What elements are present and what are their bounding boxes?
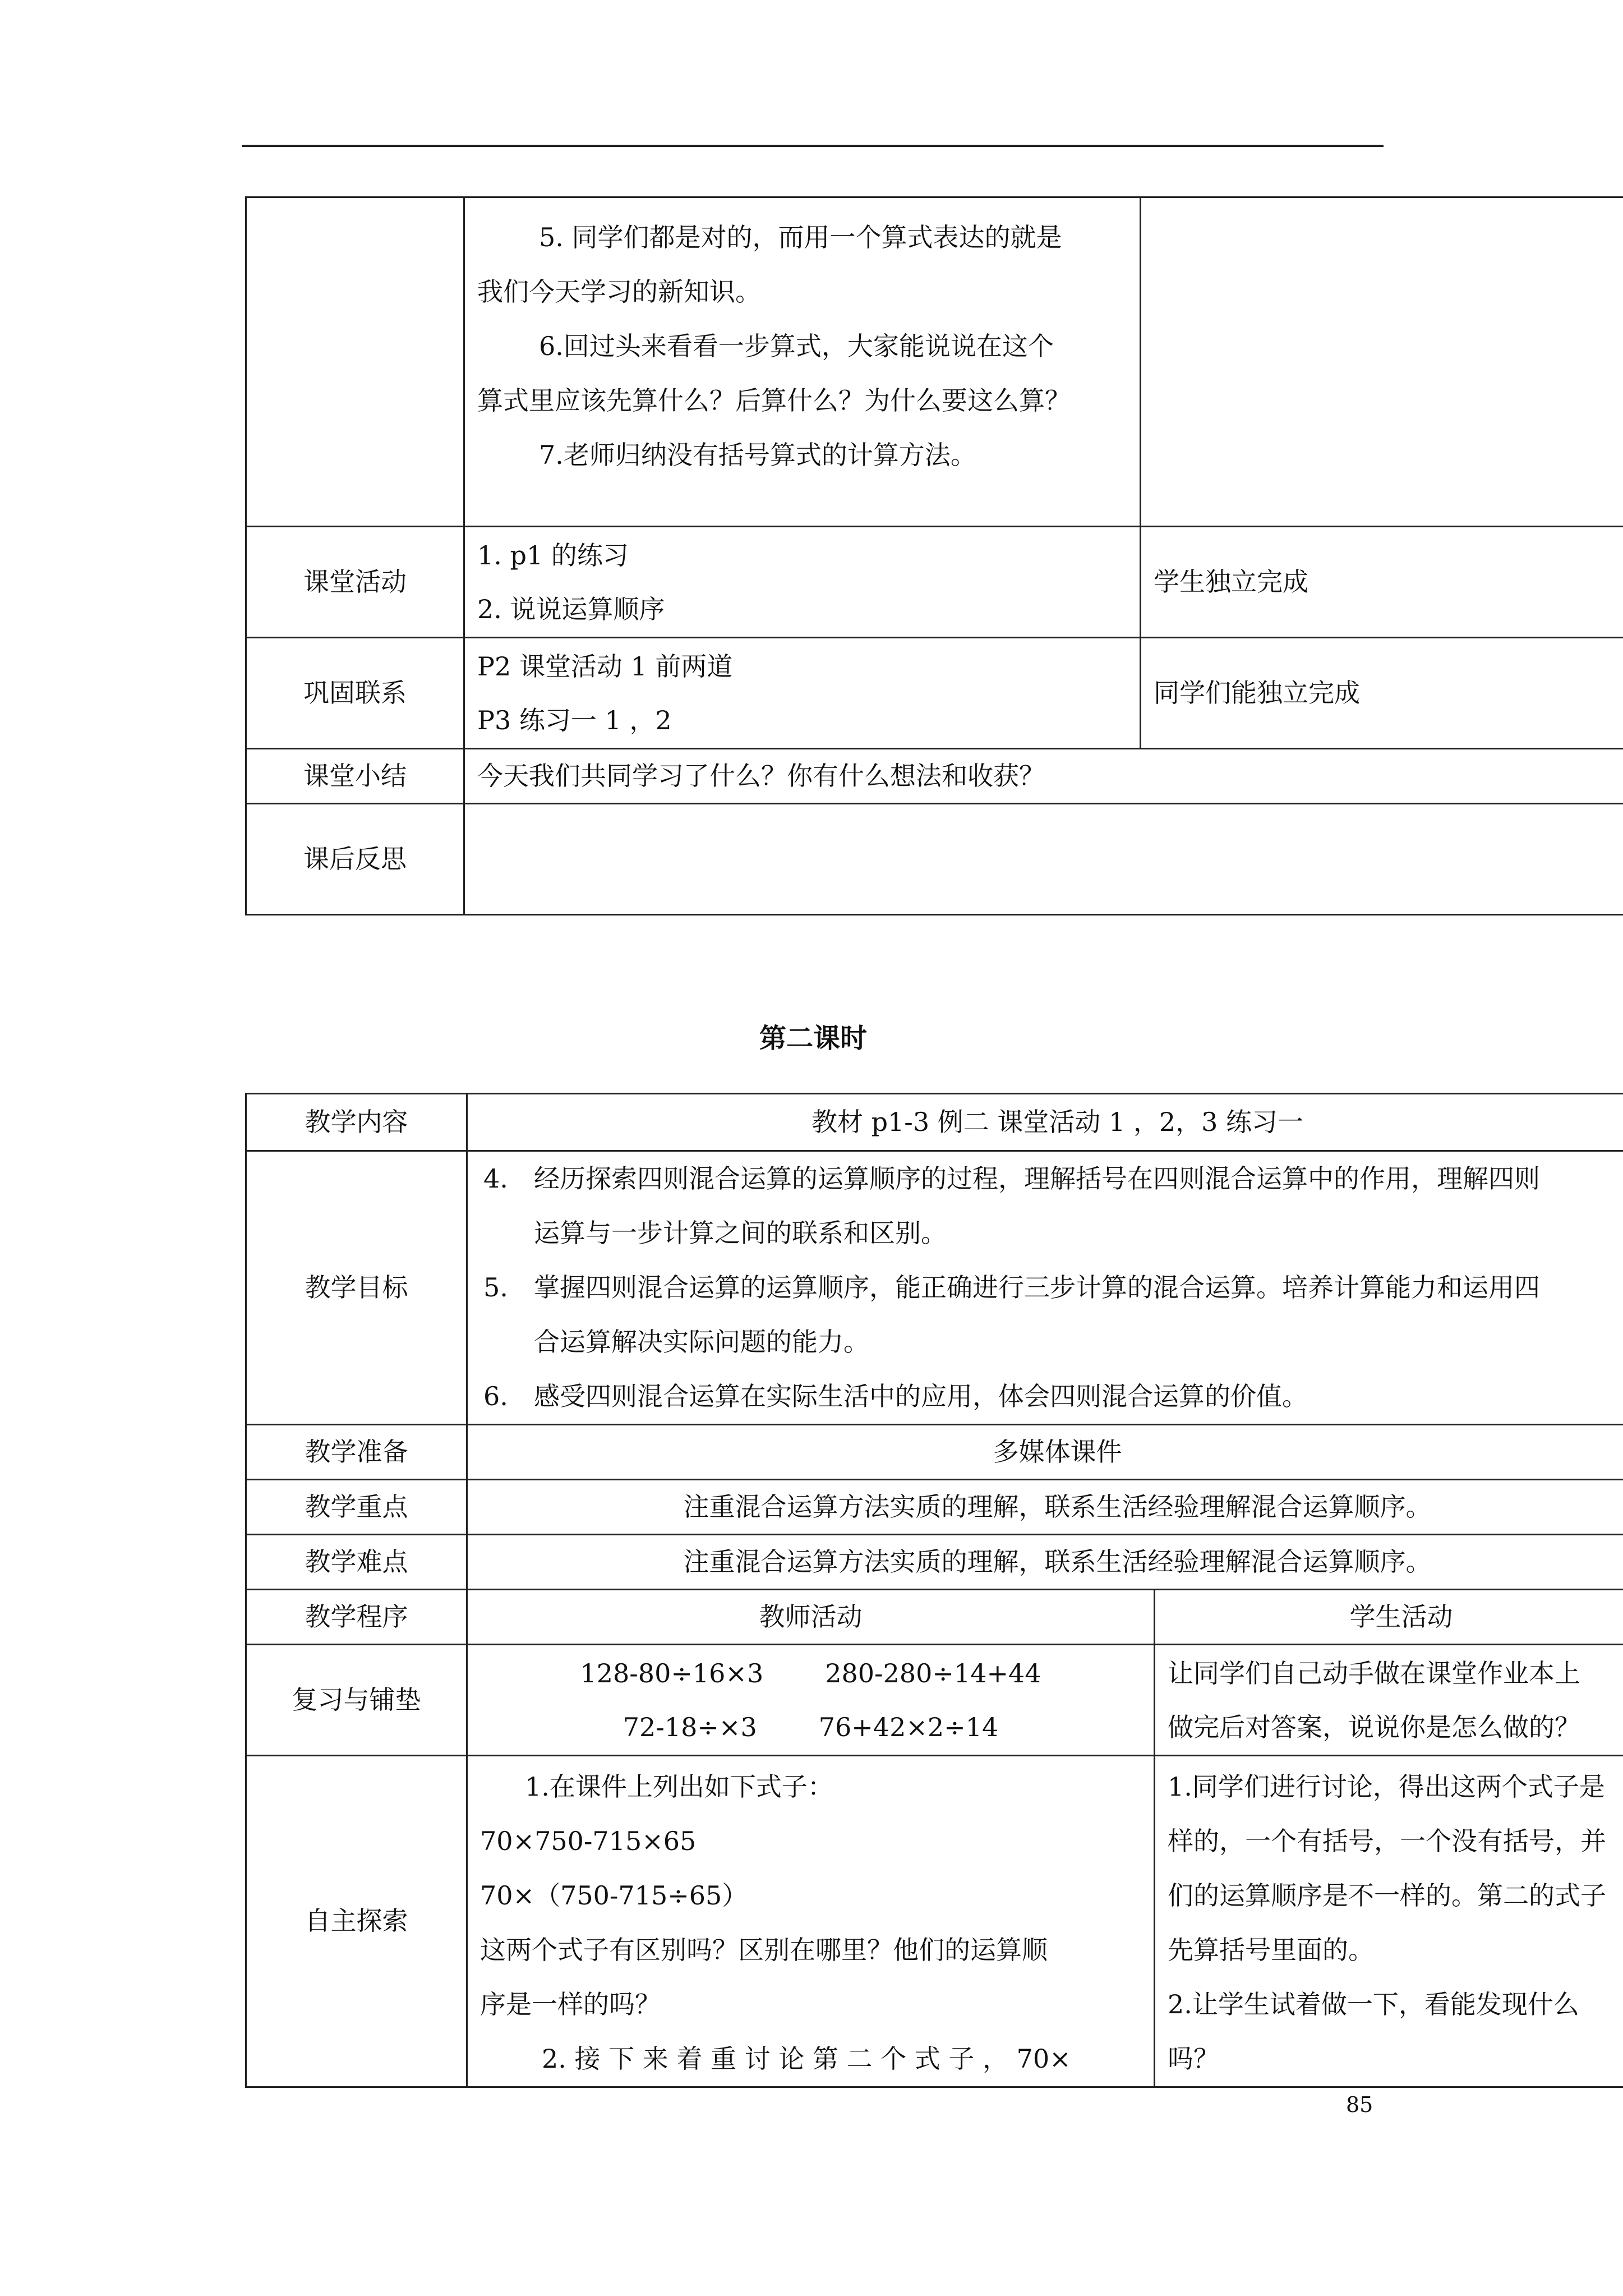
- text-line: 运算与一步计算之间的联系和区别。: [534, 1218, 947, 1248]
- table-row: [246, 1151, 1623, 1425]
- goal-item: [483, 1369, 1623, 1424]
- text-line: 2.让学生试着做一下，看能发现什么: [1168, 1989, 1579, 2019]
- text-line: 们的运算顺序是不一样的。第二的式子: [1168, 1880, 1606, 1911]
- table-row: [246, 1535, 1623, 1590]
- key-point-cell: 注重混合运算方法实质的理解，联系生活经验理解混合运算顺序。: [467, 1480, 1623, 1535]
- text-line: 感受四则混合运算在实际生活中的应用，体会四则混合运算的价值。: [534, 1381, 1308, 1411]
- text-line: P2 课堂活动 1 前两道: [477, 651, 733, 682]
- text-line: 我们今天学习的新知识。: [477, 277, 761, 307]
- explore-teacher-cell: [467, 1756, 1155, 2087]
- text-line: 这两个式子有区别吗？区别在哪里？他们的运算顺: [480, 1935, 1048, 1965]
- table-row: [246, 1756, 1623, 2087]
- text-line: 样的，一个有括号，一个没有括号，并: [1168, 1826, 1606, 1856]
- table-row: [246, 638, 1623, 749]
- formula-line: [480, 1700, 1141, 1754]
- row-label: 课堂小结: [246, 749, 464, 804]
- goal-text: [534, 1369, 1623, 1424]
- difficulty-cell: 注重混合运算方法实质的理解，联系生活经验理解混合运算顺序。: [467, 1535, 1623, 1590]
- text-line: 2. 说说运算顺序: [477, 593, 665, 624]
- text-line: 1.在课件上列出如下式子：: [525, 1772, 833, 1802]
- content-cell: 教材 p1-3 例二 课堂活动 1 ，2，3 练习一: [467, 1094, 1623, 1151]
- row-label: 教学内容: [246, 1094, 467, 1151]
- table-row: [246, 197, 1623, 527]
- goal-item: [483, 1260, 1623, 1369]
- goal-text: [534, 1152, 1623, 1260]
- table-row: [246, 1425, 1623, 1480]
- table-row: [246, 1094, 1623, 1151]
- goal-text: [534, 1260, 1623, 1369]
- goal-item: [483, 1152, 1623, 1260]
- row-label: 教学准备: [246, 1425, 467, 1480]
- table-row: [246, 749, 1623, 804]
- section-title: 第二课时: [759, 1023, 867, 1054]
- text-line: 6.回过头来看看一步算式，大家能说说在这个: [539, 331, 1054, 361]
- header-rule: [242, 145, 1384, 147]
- student-activity-cell: [1141, 197, 1623, 527]
- lesson2-table: [245, 1093, 1623, 2088]
- table-row: [246, 1645, 1623, 1756]
- text-line: 70×（750-715÷65）: [480, 1880, 748, 1911]
- text-line: 做完后对答案，说说你是怎么做的？: [1168, 1711, 1580, 1742]
- row-label: 复习与铺垫: [246, 1645, 467, 1756]
- review-teacher-cell: [467, 1645, 1155, 1756]
- text-line: P3 练习一 1 ，2: [477, 705, 672, 735]
- prep-cell: 多媒体课件: [467, 1425, 1623, 1480]
- goal-number: 6.: [483, 1381, 508, 1411]
- explore-student-cell: [1155, 1756, 1623, 2087]
- table-row: [246, 1590, 1623, 1645]
- text-line: 合运算解决实际问题的能力。: [534, 1327, 869, 1357]
- text-line: 先算括号里面的。: [1168, 1935, 1374, 1965]
- text-line: 1.同学们进行讨论，得出这两个式子是: [1168, 1772, 1605, 1802]
- reflection-cell: [464, 804, 1623, 915]
- formula: 76+42×2÷14: [818, 1711, 999, 1742]
- row-label: 巩固联系: [246, 638, 464, 749]
- student-activity-cell: 学生独立完成: [1141, 527, 1623, 638]
- lesson1-table: [245, 196, 1623, 915]
- text-line: 吗？: [1168, 2044, 1219, 2074]
- goals-cell: [467, 1151, 1623, 1425]
- row-label: 教学重点: [246, 1480, 467, 1535]
- teacher-header: 教师活动: [467, 1590, 1155, 1645]
- teacher-activity-cell: [464, 638, 1141, 749]
- row-label: 教学目标: [246, 1151, 467, 1425]
- text-line: 7.老师归纳没有括号算式的计算方法。: [539, 440, 976, 470]
- text-line: 算式里应该先算什么？后算什么？为什么要这么算？: [477, 385, 1071, 416]
- student-activity-cell: 同学们能独立完成: [1141, 638, 1623, 749]
- summary-cell: 今天我们共同学习了什么？你有什么想法和收获？: [464, 749, 1623, 804]
- student-header: 学生活动: [1155, 1590, 1623, 1645]
- row-label: 教学难点: [246, 1535, 467, 1590]
- table-row: [246, 527, 1623, 638]
- row-label: 课后反思: [246, 804, 464, 915]
- goal-number: 4.: [483, 1163, 508, 1194]
- table-row: [246, 1480, 1623, 1535]
- goal-number: 5.: [483, 1272, 508, 1303]
- row-label: 自主探索: [246, 1756, 467, 2087]
- formula: 72-18÷×3: [623, 1711, 757, 1742]
- teacher-activity-cell: [464, 527, 1141, 638]
- row-label: 课堂活动: [246, 527, 464, 638]
- text-line: 5. 同学们都是对的，而用一个算式表达的就是: [539, 222, 1062, 252]
- row-label: 教学程序: [246, 1590, 467, 1645]
- teacher-activity-cell: [464, 197, 1141, 527]
- review-student-cell: [1155, 1645, 1623, 1756]
- text-line: 2. 接 下 来 着 重 讨 论 第 二 个 式 子 ， 70×: [542, 2044, 1071, 2074]
- text-line: 序是一样的吗？: [480, 1989, 661, 2019]
- text-line: 1. p1 的练习: [477, 540, 629, 570]
- formula: 280-280÷14+44: [825, 1658, 1041, 1688]
- text-line: 让同学们自己动手做在课堂作业本上: [1168, 1658, 1580, 1688]
- formula-line: [480, 1646, 1141, 1700]
- table-row: [246, 804, 1623, 915]
- formula: 128-80÷16×3: [580, 1658, 764, 1688]
- text-line: 经历探索四则混合运算的运算顺序的过程，理解括号在四则混合运算中的作用，理解四则: [534, 1163, 1540, 1194]
- text-line: 掌握四则混合运算的运算顺序，能正确进行三步计算的混合运算。培养计算能力和运用四: [534, 1272, 1540, 1303]
- empty-label-cell: [246, 197, 464, 527]
- page-number: 85: [1346, 2092, 1373, 2117]
- text-line: 70×750-715×65: [480, 1826, 697, 1856]
